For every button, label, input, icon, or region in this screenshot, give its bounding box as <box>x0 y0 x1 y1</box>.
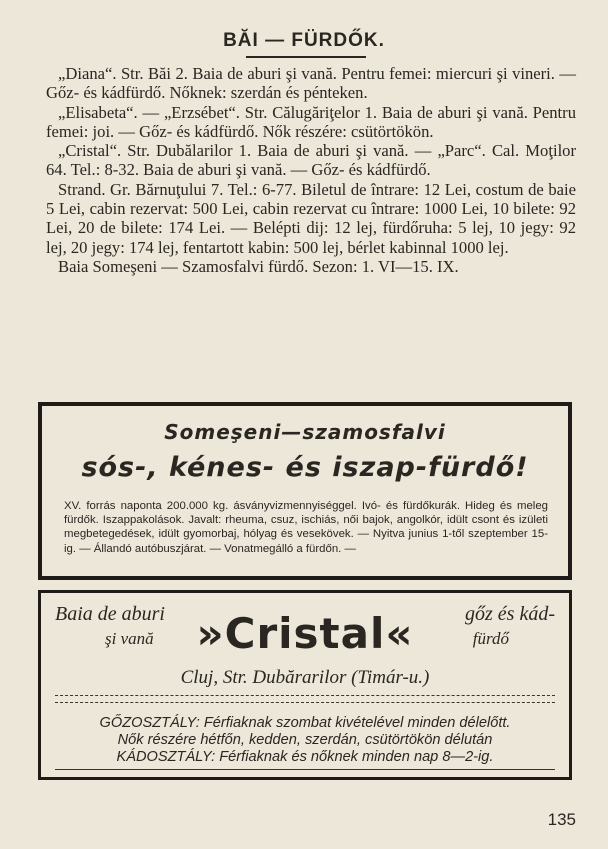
ad-cristal-address: Cluj, Str. Dubărarilor (Timár-u.) <box>180 667 430 688</box>
entry-cristal-parc: „Cristal“. Str. Dubălarilor 1. Baia de aburi şi vană. — „Parc“. Cal. Moţilor 64. Tel.: 8-32. Baia de aburi şi vană. — Gőz- és kádfürdő. <box>46 141 576 180</box>
entry-elisabeta: „Elisabeta“. — „Erzsébet“. Str. Călugăriţelor 1. Baia de aburi şi vană. Pentru femei: joi. — Gőz- és kádfürdő. Nők részére: csütörtökön. <box>46 102 576 141</box>
advertisement-someseni <box>38 402 572 580</box>
page-heading: BĂI — FÜRDŐK. <box>223 30 385 51</box>
advertisement-cristal <box>38 590 572 780</box>
ad-cristal-right-line2: fürdő <box>472 629 509 648</box>
ad-someseni-description: XV. forrás naponta 200.000 kg. ásványvizmennyiséggel. Ivó- és fürdőkurák. Hideg és meleg fürdők. Iszappakolások. Javalt: rheuma, csuz, ischiás, női bajok, angolkór, idült csont és izületi megbetegedések, idült gyomorbaj, hólyag és vesekövek. — Nyitva junius 1-től szeptember 15-ig. — Állandó autóbuszjárat. — Vonatmegálló a fürdőn. — <box>64 500 548 555</box>
ad-someseni-subtitle: sós-, kénes- és iszap-fürdő! <box>81 452 529 483</box>
ad-cristal-hours-line2: Nők részére hétfőn, kedden, szerdán, csütörtökön délután <box>117 732 493 748</box>
bath-listings <box>46 64 576 276</box>
entry-strand: Strand. Gr. Bărnuţului 7. Tel.: 6-77. Biletul de întrare: 12 Lei, costum de baie 5 Lei, cabin rezervat: 500 Lei, cabin rezervat cu întrare: 1000 Lei, 10 bilete: 92 Lei, 20 de bilete: 174 Lei. — Belépti dij: 12 lej, fürdőruha: 5 lej, 10 jegy: 92 lej, 20 jegy: 174 lej, fentartott kabin: 500 lej, bérlet kabinnal 1000 lej. <box>46 179 576 257</box>
ad-cristal-hours-line3: KÁDOSZTÁLY: Férfiaknak és nőknek minden nap 8—2-ig. <box>116 749 494 765</box>
page-number: 135 <box>547 810 576 829</box>
ad-bottom-rule <box>55 769 555 770</box>
ad-someseni-title: Someşeni—szamosfalvi <box>164 420 446 444</box>
ad-cristal-left-line1: Baia de aburi <box>55 603 165 625</box>
ad-cristal-hours-line1: GŐZOSZTÁLY: Férfiaknak szombat kivételével minden délelőtt. <box>99 715 511 731</box>
ad-cristal-right-line1: gőz és kád- <box>465 603 555 625</box>
dashed-divider <box>55 695 555 696</box>
entry-someseni: Baia Someşeni — Szamosfalvi fürdő. Sezon: 1. VI—15. IX. <box>58 256 459 276</box>
ad-cristal-left-line2: şi vană <box>105 629 154 648</box>
ad-cristal-hours <box>41 715 569 766</box>
entry-diana: „Diana“. Str. Băi 2. Baia de aburi şi vană. Pentru femei: miercuri şi vineri. — Gőz- és kádfürdő. Nőknek: szerdán és pénteken. <box>46 64 576 103</box>
dashed-divider <box>55 702 555 703</box>
heading-underline <box>246 56 366 58</box>
ad-cristal-name: »Cristal« <box>196 609 414 658</box>
